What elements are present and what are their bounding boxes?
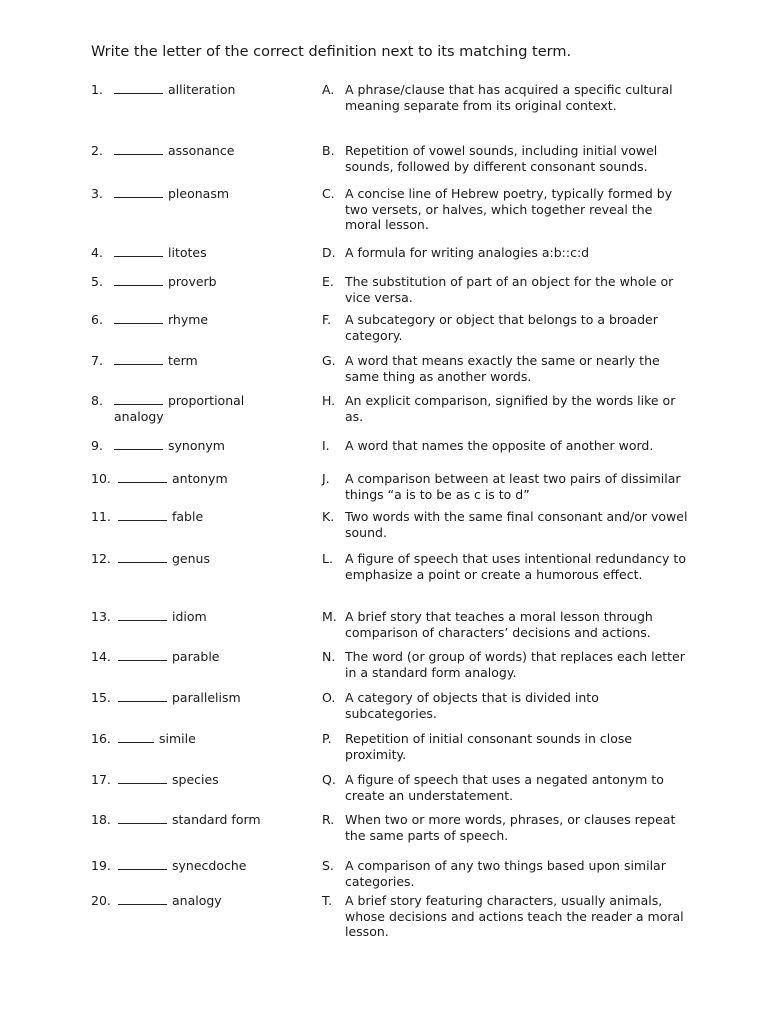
answer-blank[interactable] (114, 393, 163, 405)
answer-blank[interactable] (114, 245, 163, 257)
definition-row (322, 609, 692, 640)
term-text: simile (159, 731, 196, 746)
answer-blank[interactable] (118, 731, 154, 743)
term-text: litotes (168, 245, 207, 260)
definition-letter: B. (322, 143, 335, 158)
definition-text: A word that names the opposite of another word. (345, 438, 654, 453)
definition-text: A concise line of Hebrew poetry, typically formed by two versets, or halves, which together reveal the moral lesson. (345, 186, 673, 232)
term-number: 10. (91, 471, 111, 486)
term-row (91, 551, 291, 567)
term-text: rhyme (168, 312, 209, 327)
definition-row (322, 438, 692, 454)
answer-blank[interactable] (118, 509, 167, 521)
answer-blank[interactable] (118, 858, 167, 870)
definition-text: Repetition of vowel sounds, including initial vowel sounds, followed by different consonant sounds. (345, 143, 658, 174)
definition-row (322, 471, 692, 502)
definition-text: A figure of speech that uses a negated antonym to create an understatement. (345, 772, 664, 803)
term-number: 18. (91, 812, 111, 827)
definition-row (322, 812, 692, 843)
term-text: genus (172, 551, 210, 566)
term-row (91, 471, 291, 487)
definition-row (322, 649, 692, 680)
term-text: proportional (168, 393, 245, 408)
definition-text: A brief story that teaches a moral lesson through comparison of characters’ decisions and actions. (345, 609, 653, 640)
term-text: standard form (172, 812, 261, 827)
term-row (91, 731, 291, 747)
term-number: 16. (91, 731, 111, 746)
answer-blank[interactable] (118, 690, 167, 702)
term-row (91, 812, 291, 828)
definition-text: A subcategory or object that belongs to a broader category. (345, 312, 658, 343)
term-number: 8. (91, 393, 103, 408)
definition-row (322, 312, 692, 343)
answer-blank[interactable] (114, 438, 163, 450)
worksheet-instructions: Write the letter of the correct definition next to its matching term. (91, 44, 572, 60)
term-number: 19. (91, 858, 111, 873)
definition-text: A figure of speech that uses intentional redundancy to emphasize a point or create a humorous effect. (345, 551, 686, 582)
definition-letter: O. (322, 690, 336, 705)
term-number: 11. (91, 509, 111, 524)
answer-blank[interactable] (118, 649, 167, 661)
term-number: 12. (91, 551, 111, 566)
term-number: 5. (91, 274, 103, 289)
definition-text: A brief story featuring characters, usually animals, whose decisions and actions teach the reader a moral lesson. (345, 893, 684, 939)
definition-letter: T. (322, 893, 333, 908)
answer-blank[interactable] (114, 312, 163, 324)
definition-letter: S. (322, 858, 334, 873)
answer-blank[interactable] (114, 274, 163, 286)
definition-row (322, 772, 692, 803)
term-text: term (168, 353, 198, 368)
definition-row (322, 353, 692, 384)
definition-text: The word (or group of words) that replaces each letter in a standard form analogy. (345, 649, 685, 680)
definition-text: The substitution of part of an object for the whole or vice versa. (345, 274, 674, 305)
term-number: 15. (91, 690, 111, 705)
definition-row (322, 893, 692, 940)
term-number: 14. (91, 649, 111, 664)
term-text: species (172, 772, 219, 787)
definition-text: A word that means exactly the same or nearly the same thing as another words. (345, 353, 660, 384)
term-text: fable (172, 509, 204, 524)
answer-blank[interactable] (118, 471, 167, 483)
term-row (91, 312, 291, 328)
definition-letter: Q. (322, 772, 336, 787)
definition-text: A comparison between at least two pairs of dissimilar things “a is to be as c is to d” (345, 471, 681, 502)
definition-row (322, 245, 692, 261)
term-text: synonym (168, 438, 225, 453)
term-text: idiom (172, 609, 207, 624)
definition-row (322, 143, 692, 174)
answer-blank[interactable] (118, 893, 167, 905)
term-text: antonym (172, 471, 228, 486)
term-text: analogy (172, 893, 222, 908)
definition-row (322, 509, 692, 540)
term-row (91, 772, 291, 788)
definition-text: A phrase/clause that has acquired a specific cultural meaning separate from its original context. (345, 82, 673, 113)
term-number: 4. (91, 245, 103, 260)
definition-letter: J. (322, 471, 330, 486)
term-text: synecdoche (172, 858, 247, 873)
answer-blank[interactable] (114, 143, 163, 155)
definition-text: Two words with the same final consonant and/or vowel sound. (345, 509, 688, 540)
term-number: 20. (91, 893, 111, 908)
answer-blank[interactable] (114, 186, 163, 198)
definition-letter: D. (322, 245, 336, 260)
answer-blank[interactable] (118, 551, 167, 563)
definition-letter: A. (322, 82, 335, 97)
term-row (91, 893, 291, 909)
term-row (91, 353, 291, 369)
term-row (91, 690, 291, 706)
term-text: alliteration (168, 82, 236, 97)
term-number: 17. (91, 772, 111, 787)
answer-blank[interactable] (118, 812, 167, 824)
definition-letter: H. (322, 393, 336, 408)
definition-row (322, 82, 692, 113)
term-row (91, 649, 291, 665)
term-row (91, 509, 291, 525)
term-number: 2. (91, 143, 103, 158)
definition-text: An explicit comparison, signified by the words like or as. (345, 393, 676, 424)
definition-letter: G. (322, 353, 336, 368)
definition-row (322, 731, 692, 762)
term-text: parallelism (172, 690, 241, 705)
term-number: 1. (91, 82, 103, 97)
definition-letter: C. (322, 186, 335, 201)
definition-letter: F. (322, 312, 332, 327)
definition-text: A category of objects that is divided into subcategories. (345, 690, 599, 721)
term-number: 6. (91, 312, 103, 327)
definition-letter: M. (322, 609, 337, 624)
term-row (91, 393, 291, 424)
definition-row (322, 274, 692, 305)
definition-letter: P. (322, 731, 332, 746)
definition-row (322, 393, 692, 424)
definition-letter: N. (322, 649, 336, 664)
definition-row (322, 186, 692, 233)
term-row (91, 609, 291, 625)
term-text-continuation: analogy (114, 408, 164, 424)
definition-text: Repetition of initial consonant sounds in close proximity. (345, 731, 633, 762)
term-row (91, 245, 291, 261)
definition-row (322, 690, 692, 721)
definition-letter: I. (322, 438, 330, 453)
definition-letter: R. (322, 812, 335, 827)
term-text: proverb (168, 274, 217, 289)
definition-text: A comparison of any two things based upon similar categories. (345, 858, 666, 889)
term-row (91, 143, 291, 159)
term-number: 3. (91, 186, 103, 201)
term-text: assonance (168, 143, 235, 158)
term-number: 7. (91, 353, 103, 368)
definition-letter: L. (322, 551, 333, 566)
answer-blank[interactable] (118, 609, 167, 621)
term-number: 13. (91, 609, 111, 624)
term-row (91, 186, 291, 202)
definition-letter: K. (322, 509, 335, 524)
answer-blank[interactable] (114, 353, 163, 365)
definition-row (322, 551, 692, 582)
definition-text: When two or more words, phrases, or clauses repeat the same parts of speech. (345, 812, 676, 843)
term-row (91, 858, 291, 874)
term-text: pleonasm (168, 186, 230, 201)
definition-letter: E. (322, 274, 334, 289)
answer-blank[interactable] (114, 82, 163, 94)
term-row (91, 438, 291, 454)
definition-text: A formula for writing analogies a:b::c:d (345, 245, 590, 260)
term-number: 9. (91, 438, 103, 453)
term-row (91, 274, 291, 290)
term-text: parable (172, 649, 220, 664)
term-row (91, 82, 291, 98)
answer-blank[interactable] (118, 772, 167, 784)
definition-row (322, 858, 692, 889)
